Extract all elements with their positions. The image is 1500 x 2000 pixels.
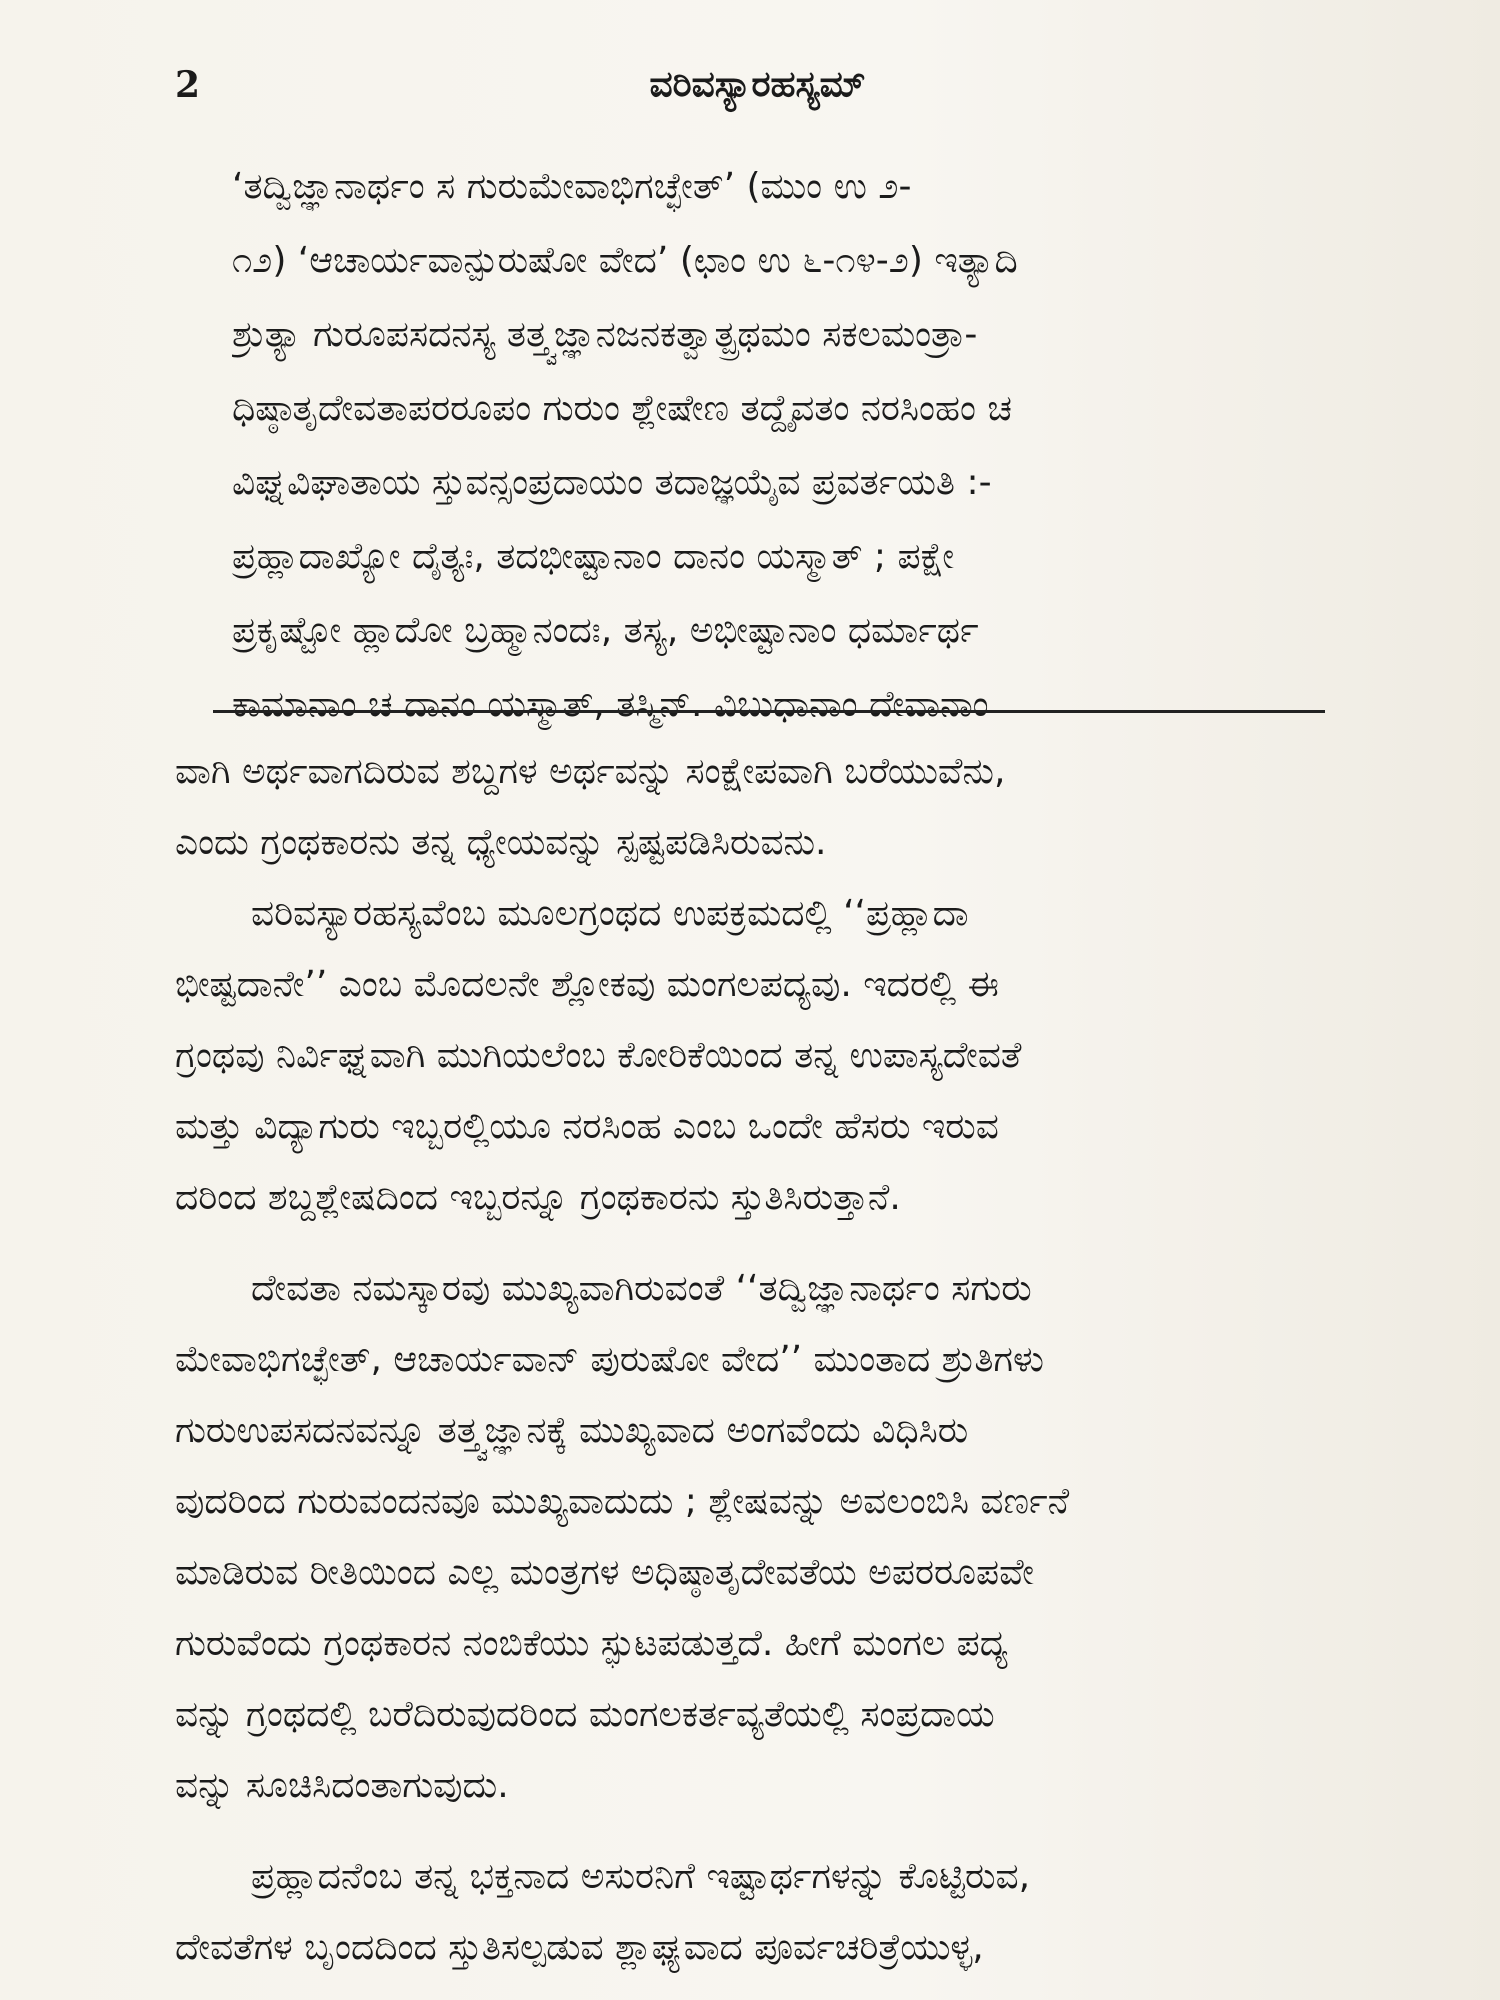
text-line: ದರಿಂದ ಶಬ್ದಶ್ಲೇಷದಿಂದ ಇಬ್ಬರನ್ನೂ ಗ್ರಂಥಕಾರನು ಸ್ತುತಿಸಿರುತ್ತಾನೆ. xyxy=(175,1177,901,1218)
text-line: ವರಿವಸ್ಯಾರಹಸ್ಯವೆಂಬ ಮೂಲಗ್ರಂಥದ ಉಪಕ್ರಮದಲ್ಲಿ ‘‘ಪ್ರಹ್ಲಾದಾ xyxy=(251,893,969,934)
paragraph xyxy=(175,736,1340,878)
paragraph xyxy=(175,1253,1340,1821)
kannada-body-text xyxy=(175,736,1340,1983)
text-line: ಮೇವಾಭಿಗಚ್ಛೇತ್, ಆಚಾರ್ಯವಾನ್ ಪುರುಷೋ ವೇದ’’ ಮುಂತಾದ ಶ್ರುತಿಗಳು xyxy=(175,1339,1044,1380)
text-line: ಪ್ರಹ್ಲಾದನೆಂಬ ತನ್ನ ಭಕ್ತನಾದ ಅಸುರನಿಗೆ ಇಷ್ಟಾರ್ಥಗಳನ್ನು ಕೊಟ್ಟಿರುವ, xyxy=(251,1856,1031,1897)
text-line: ವುದರಿಂದ ಗುರುವಂದನವೂ ಮುಖ್ಯವಾದುದು ; ಶ್ಲೇಷವನ್ನು ಅವಲಂಬಿಸಿ ವರ್ಣನೆ xyxy=(175,1481,1070,1522)
commentary-line: ಪ್ರಹ್ಲಾದಾಖ್ಯೋ ದೈತ್ಯಃ, ತದಭೀಷ್ಟಾನಾಂ ದಾನಂ ಯಸ್ಮಾತ್ ; ಪಕ್ಷೇ xyxy=(232,536,955,577)
text-line: ಗುರುವೆಂದು ಗ್ರಂಥಕಾರನ ನಂಬಿಕೆಯು ಸ್ಫುಟಪಡುತ್ತದೆ. ಹೀಗೆ ಮಂಗಲ ಪದ್ಯ xyxy=(175,1623,1008,1664)
sanskrit-commentary xyxy=(232,150,1290,742)
section-divider xyxy=(213,710,1325,713)
paragraph-gap xyxy=(175,1821,1340,1841)
text-line: ದೇವತಾ ನಮಸ್ಕಾರವು ಮುಖ್ಯವಾಗಿರುವಂತೆ ‘‘ತದ್ವಿಜ್ಞಾನಾರ್ಥಂ ಸಗುರು xyxy=(251,1268,1032,1309)
commentary-line: ಧಿಷ್ಠಾತೃದೇವತಾಪರರೂಪಂ ಗುರುಂ ಶ್ಲೇಷೇಣ ತದ್ದೈವತಂ ನರಸಿಂಹಂ ಚ xyxy=(232,388,1012,429)
commentary-line: ವಿಘ್ನವಿಘಾತಾಯ ಸ್ತುವನ್ಸಂಪ್ರದಾಯಂ ತದಾಜ್ಞಯೈವ ಪ್ರವರ್ತಯತಿ :- xyxy=(232,462,992,503)
text-line: ಗ್ರಂಥವು ನಿರ್ವಿಘ್ನವಾಗಿ ಮುಗಿಯಲೆಂಬ ಕೋರಿಕೆಯಿಂದ ತನ್ನ ಉಪಾಸ್ಯದೇವತೆ xyxy=(175,1035,1022,1076)
running-head xyxy=(175,58,1340,118)
paragraph xyxy=(175,1841,1340,1983)
commentary-line: ಶ್ರುತ್ಯಾ ಗುರೂಪಸದನಸ್ಯ ತತ್ತ್ವಜ್ಞಾನಜನಕತ್ವಾತ್ಪ್ರಥಮಂ ಸಕಲಮಂತ್ರಾ- xyxy=(232,314,978,355)
page-number: 2 xyxy=(175,64,201,106)
paragraph-gap xyxy=(175,1233,1340,1253)
commentary-line: ಕಾಮಾನಾಂ ಚ ದಾನಂ ಯಸ್ಮಾತ್, ತಸ್ಮಿನ್. ವಿಬುಧಾನಾಂ ದೇವಾನಾಂ xyxy=(232,684,989,725)
commentary-line: ಪ್ರಕೃಷ್ಟೋ ಹ್ಲಾದೋ ಬ್ರಹ್ಮಾನಂದಃ, ತಸ್ಯ, ಅಭೀಷ್ಟಾನಾಂ ಧರ್ಮಾರ್ಥ xyxy=(232,610,979,651)
text-line: ಮತ್ತು ವಿದ್ಯಾಗುರು ಇಬ್ಬರಲ್ಲಿಯೂ ನರಸಿಂಹ ಎಂಬ ಒಂದೇ ಹೆಸರು ಇರುವ xyxy=(175,1106,999,1147)
paragraph xyxy=(175,878,1340,1233)
text-line: ಎಂದು ಗ್ರಂಥಕಾರನು ತನ್ನ ಧ್ಯೇಯವನ್ನು ಸ್ಪಷ್ಟಪಡಿಸಿರುವನು. xyxy=(175,822,827,863)
text-line: ಭೀಷ್ಟದಾನೇ’’ ಎಂಬ ಮೊದಲನೇ ಶ್ಲೋಕವು ಮಂಗಲಪದ್ಯವು. ಇದರಲ್ಲಿ ಈ xyxy=(175,964,999,1005)
text-line: ಮಾಡಿರುವ ರೀತಿಯಿಂದ ಎಲ್ಲ ಮಂತ್ರಗಳ ಅಧಿಷ್ಠಾತೃದೇವತೆಯ ಅಪರರೂಪವೇ xyxy=(175,1552,1035,1593)
commentary-line: ‘ತದ್ವಿಜ್ಞಾನಾರ್ಥಂ ಸ ಗುರುಮೇವಾಭಿಗಚ್ಛೇತ್’ (ಮುಂ ಉ ೨- xyxy=(232,166,912,207)
text-line: ದೇವತೆಗಳ ಬೃಂದದಿಂದ ಸ್ತುತಿಸಲ್ಪಡುವ ಶ್ಲಾಘ್ಯವಾದ ಪೂರ್ವಚರಿತ್ರೆಯುಳ್ಳ, xyxy=(175,1927,984,1968)
text-line: ವಾಗಿ ಅರ್ಥವಾಗದಿರುವ ಶಬ್ದಗಳ ಅರ್ಥವನ್ನು ಸಂಕ್ಷೇಪವಾಗಿ ಬರೆಯುವೆನು, xyxy=(175,751,1006,792)
text-line: ವನ್ನು ಗ್ರಂಥದಲ್ಲಿ ಬರೆದಿರುವುದರಿಂದ ಮಂಗಲಕರ್ತವ್ಯತೆಯಲ್ಲಿ ಸಂಪ್ರದಾಯ xyxy=(175,1694,995,1735)
commentary-line: ೧೨) ‘ಆಚಾರ್ಯವಾನ್ಪುರುಷೋ ವೇದ’ (ಛಾಂ ಉ ೬-೧೪-೨) ಇತ್ಯಾದಿ xyxy=(232,240,1018,281)
page-title: ವರಿವಸ್ಯಾರಹಸ್ಯಮ್ xyxy=(649,64,866,105)
text-line: ವನ್ನು ಸೂಚಿಸಿದಂತಾಗುವುದು. xyxy=(175,1765,509,1806)
text-line: ಗುರುಉಪಸದನವನ್ನೂ ತತ್ತ್ವಜ್ಞಾನಕ್ಕೆ ಮುಖ್ಯವಾದ ಅಂಗವೆಂದು ವಿಧಿಸಿರು xyxy=(175,1410,969,1451)
